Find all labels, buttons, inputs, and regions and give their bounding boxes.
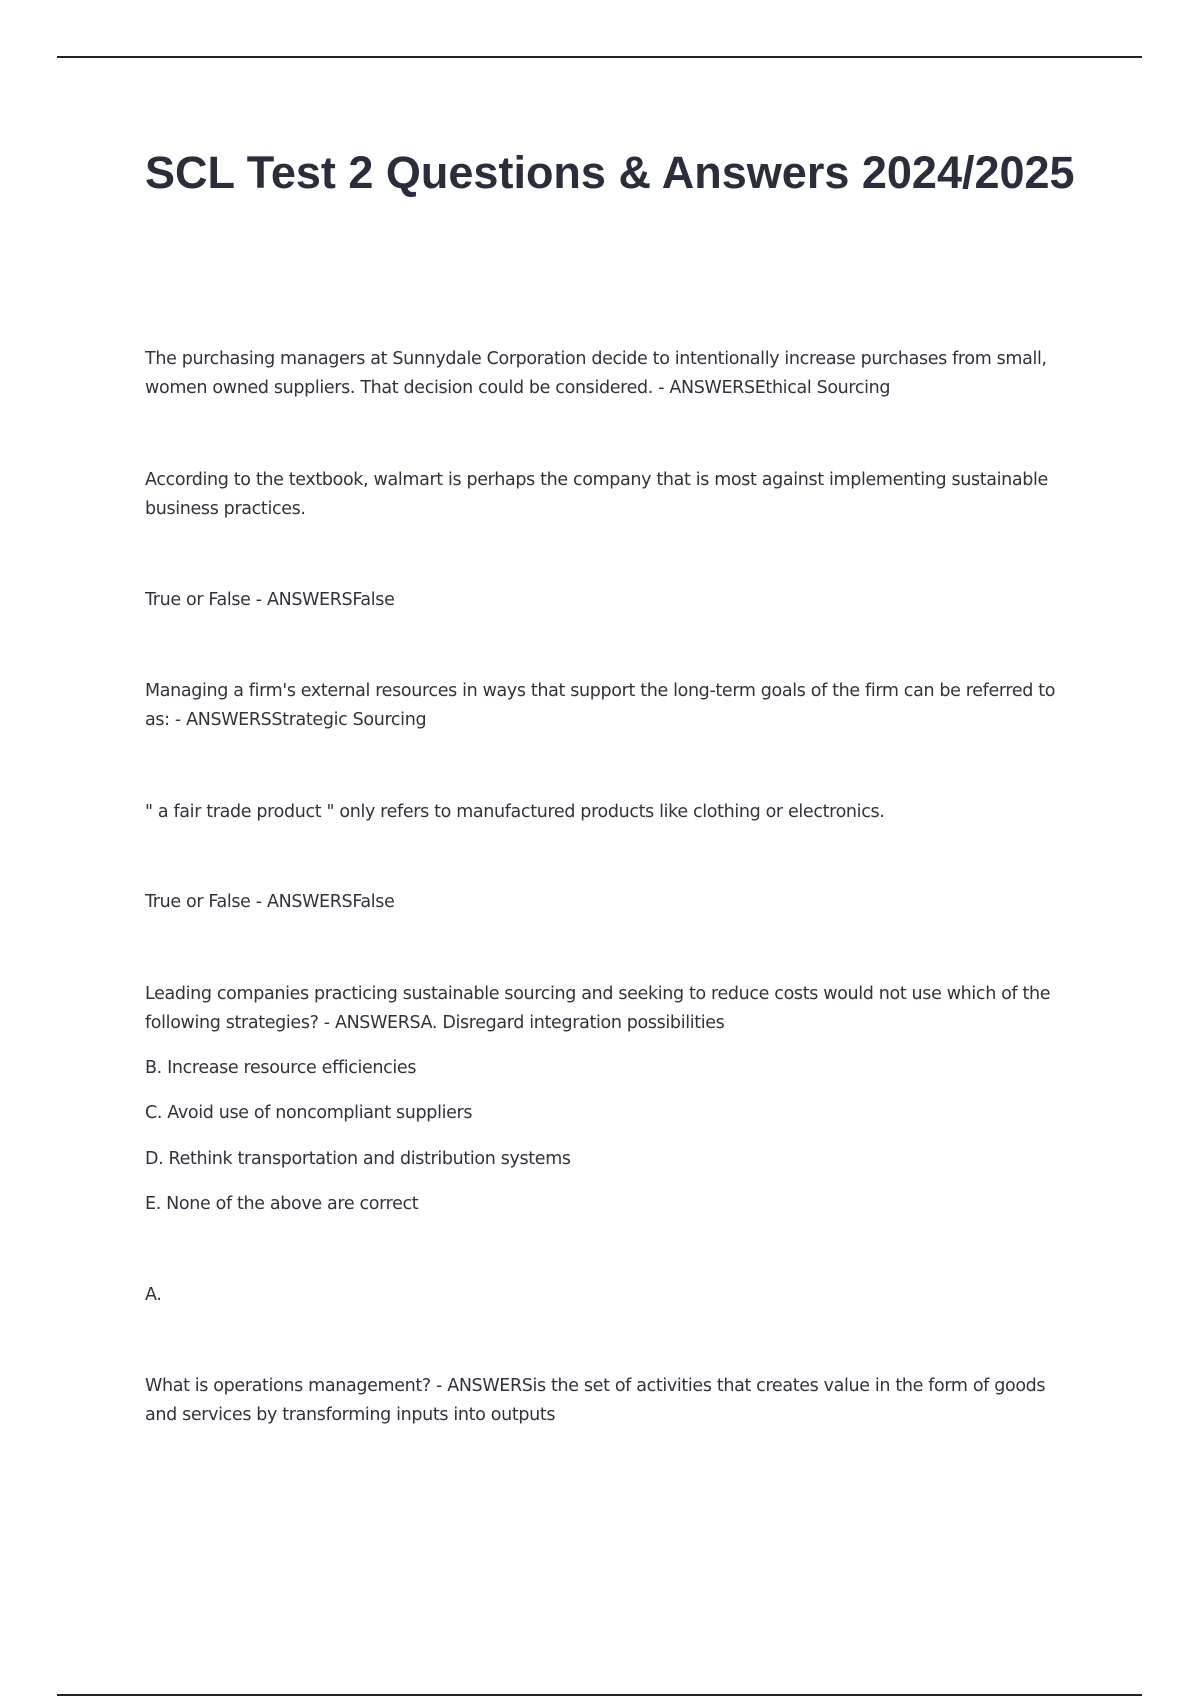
qa-option: B. Increase resource efficiencies <box>145 1058 417 1078</box>
qa-paragraph: A. <box>145 1285 162 1305</box>
qa-option: D. Rethink transportation and distribution systems <box>145 1149 571 1169</box>
qa-paragraph: True or False - ANSWERSFalse <box>145 892 395 912</box>
qa-paragraph: True or False - ANSWERSFalse <box>145 590 395 610</box>
footer-rule <box>57 1694 1142 1696</box>
qa-option: E. None of the above are correct <box>145 1194 419 1214</box>
header-rule <box>57 56 1142 58</box>
document-title: SCL Test 2 Questions & Answers 2024/2025 <box>145 147 1075 198</box>
qa-paragraph: Leading companies practicing sustainable sourcing and seeking to reduce costs would not use which of the following strategies? - ANSWERSA. Disregard integration possibilities <box>145 984 1051 1033</box>
qa-option: C. Avoid use of noncompliant suppliers <box>145 1103 473 1123</box>
qa-paragraph: Managing a firm's external resources in ways that support the long-term goals of the firm can be referred to as: - ANSWERSStrategic Sourcing <box>145 681 1056 730</box>
qa-paragraph: According to the textbook, walmart is perhaps the company that is most against implementing sustainable business practices. <box>145 470 1048 519</box>
qa-paragraph: What is operations management? - ANSWERSis the set of activities that creates value in the form of goods and services by transforming inputs into outputs <box>145 1376 1046 1425</box>
qa-paragraph: " a fair trade product " only refers to manufactured products like clothing or electronics. <box>145 802 885 822</box>
qa-paragraph: The purchasing managers at Sunnydale Corporation decide to intentionally increase purchases from small, women owned suppliers. That decision could be considered. - ANSWERSEthical Sourcing <box>145 349 1047 398</box>
